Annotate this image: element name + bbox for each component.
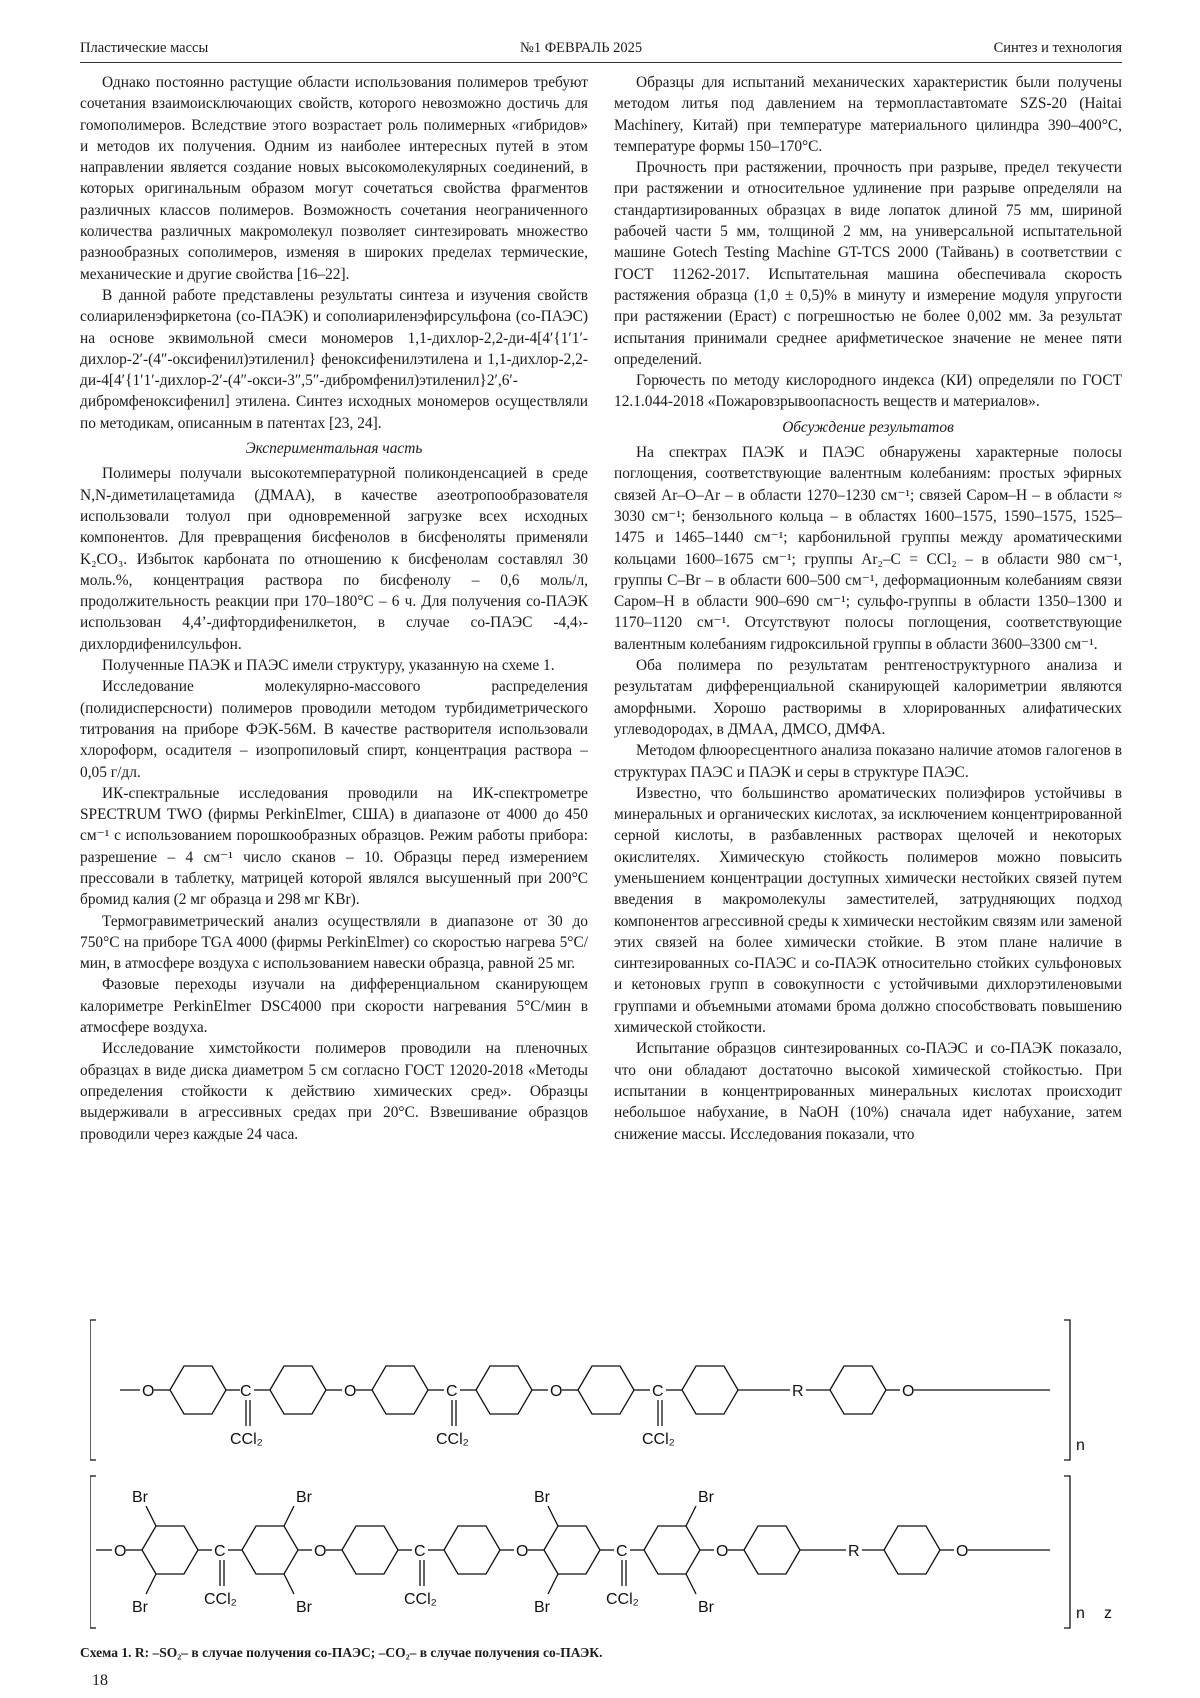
atom-label: R: [792, 1383, 804, 1400]
atom-label: Br: [534, 1599, 550, 1616]
group-label: CCl₂: [230, 1431, 263, 1448]
atom-label: O: [516, 1543, 529, 1560]
paragraph: Исследование химстойкости полимеров проводили на пленочных образцах в виде диска диаметром 5 см согласно ГОСТ 12020-2018 «Методы определения стойкости к действию химических сред». Образцы выдерживали в агрессивных средах при 20°С. Взвешивание образцов проводили через каждые 24 часа.: [80, 1040, 588, 1143]
paragraph: Испытание образцов синтезированных со-ПАЭС и со-ПАЭК показало, что они обладают достаточно высокой химической стойкостью. При испытании в концентрированных минеральных кислотах происходит небольшое набухание, в NaOH (10%) сначала идет набухание, затем снижение массы. Исследования показали, что: [614, 1040, 1122, 1143]
atom-label: C: [652, 1383, 664, 1400]
atom-label: O: [956, 1543, 969, 1560]
repeat-index: n: [1076, 1605, 1085, 1622]
atom-label: O: [902, 1383, 915, 1400]
atom-label: O: [550, 1383, 563, 1400]
atom-label: Br: [698, 1599, 714, 1616]
atom-label: O: [142, 1383, 155, 1400]
chain-row-2: [96, 1489, 1112, 1622]
atom-label: R: [848, 1543, 860, 1560]
atom-label: C: [446, 1383, 458, 1400]
group-label: CCl₂: [204, 1591, 237, 1608]
paragraph: На спектрах ПАЭК и ПАЭС обнаружены характерные полосы поглощения, соответствующие валентным колебаниям: простых эфирных связей Ar–O–Ar – в области 1270–1230 см⁻¹; связей Caром–H – в области ≈ 3030 см⁻¹; бензольного кольца – в областях 1600–1575, 1590–1575, 1525–1475 и 1465–1440 см⁻¹; карбонильной группы между ароматическими кольцами 1600–1675 см⁻¹; группы Ar₂–C = CCl₂ – в области 980 см⁻¹, группы C–Br – в области 600–500 см⁻¹, деформационным колебаниям связи Caром–H в области 900–690 см⁻¹; сульфо-группы в области 1350–1300 и 1170–1120 см⁻¹. Отсутствуют полосы поглощения, соответствующие валентным колебаниям гидроксильной группы в области 3600–3300 см⁻¹.: [614, 444, 1122, 653]
running-header: [80, 40, 1122, 63]
atom-label: O: [716, 1543, 729, 1560]
group-label: CCl₂: [642, 1431, 675, 1448]
left-column: [80, 72, 588, 1145]
page-number: 18: [92, 1672, 108, 1689]
atom-label: O: [314, 1543, 327, 1560]
atom-label: Br: [534, 1489, 550, 1506]
paragraph: Исследование молекулярно-массового распределения (полидисперсности) полимеров проводили методом турбидиметрического титрования на приборе ФЭК-56М. В качестве растворителя использовали хлороформ, осадителя – изопропиловый спирт, концентрация раствора – 0,05 г/дл.: [80, 678, 588, 781]
atom-label: C: [214, 1543, 226, 1560]
atom-label: Br: [296, 1489, 312, 1506]
right-column: [614, 72, 1122, 1145]
paragraph: В данной работе представлены результаты синтеза и изучения свойств солиариленэфиркетона (со-ПАЭК) и сополиариленэфирсульфона (со-ПАЭС) на основе эквимольной смеси мономеров 1,1-дихлор-2,2-ди-4[4′{1′1′-дихлор-2′-(4″-оксифенил)этиленил} феноксифенилэтилена и 1,1-дихлор-2,2-ди-4[4′{1′1′-дихлор-2′-(4″-окси-3″,5″-дибромфенил)этиленил}2′,6′-дибромфеноксифенил] этилена. Синтез исходных мономеров осуществляли по методикам, описанным в патентах [23, 24].: [80, 286, 588, 432]
paragraph: Фазовые переходы изучали на дифференциальном сканирующем калориметре PerkinElmer DSC4000 при скорости нагревания 5°С/мин в атмосфере воздуха.: [80, 976, 588, 1037]
atom-label: C: [414, 1543, 426, 1560]
issue-label: №1 ФЕВРАЛЬ 2025: [520, 40, 643, 56]
group-label: CCl₂: [436, 1431, 469, 1448]
paragraph: Полученные ПАЭК и ПАЭС имели структуру, указанную на схеме 1.: [102, 657, 555, 675]
paragraph: Образцы для испытаний механических характеристик были получены методом литья под давлением на термопластавтомате SZS-20 (Haitai Machinery, Китай) при температуре материального цилиндра 390–400°С, температуре формы 150–170°С.: [614, 74, 1122, 155]
atom-label: Br: [132, 1599, 148, 1616]
paragraph: Термогравиметрический анализ осуществляли в диапазоне от 30 до 750°С на приборе TGA 4000 (фирмы PerkinElmer) со скоростью нагрева 5°С/мин, в атмосфере воздуха с использованием навески образца, равной 25 мг.: [80, 912, 588, 973]
paragraph: Известно, что большинство ароматических полиэфиров устойчивы в минеральных и органических кислотах, за исключением концентрированной серной кислоты, в разбавленных растворах щелочей и некоторых окислителях. Химическую стойкость полимеров можно повысить уменьшением концентрации доступных химически нестойких связей путем введения в макромолекулы заместителей, затрудняющих подход компонентов агрессивной среды к химически нестойким связям или заменой этих связей на более химически стойкие. В этом плане наличие в синтезированных со-ПАЭС и со-ПАЭК относительно стойких сульфоновых и кетоновых групп в совокупности с устойчивыми дихлорэтиленовыми группами и объемными атомами брома должно способствовать повышению химической стойкости.: [614, 784, 1122, 1037]
chemical-scheme: [90, 1300, 1130, 1630]
atom-label: Br: [132, 1489, 148, 1506]
paragraph: Однако постоянно растущие области использования полимеров требуют сочетания взаимоисключающих свойств, которого невозможно достичь для гомополимеров. Вследствие этого возрастает роль полимерных «гибридов» и методов их получения. Одним из наиболее интересных путей в этом направлении является создание новых высокомолекулярных соединений, в которых оригинальным образом могут сочетаться свойства фрагментов различных классов полимеров. Возможность сочетания неограниченного количества различных макромолекул позволяет синтезировать множество разнообразных сополимеров, изменяя в широких пределах термические, механические и другие свойства [16–22].: [80, 74, 588, 283]
paragraph: Горючесть по методу кислородного индекса (КИ) определяли по ГОСТ 12.1.044-2018 «Пожаровзрывоопасность веществ и материалов».: [614, 372, 1122, 411]
repeat-index: z: [1104, 1605, 1112, 1622]
atom-label: C: [616, 1543, 628, 1560]
group-label: CCl₂: [606, 1591, 639, 1608]
atom-label: O: [114, 1543, 127, 1560]
repeat-index: n: [1076, 1437, 1085, 1454]
paragraph: Методом флюоресцентного анализа показано наличие атомов галогенов в структурах ПАЭС и ПАЭК и серы в структуре ПАЭС.: [614, 742, 1122, 781]
chain-row-1: [120, 1366, 1085, 1454]
paragraph: Прочность при растяжении, прочность при разрыве, предел текучести при растяжении и относительное удлинение при разрыве определяли на стандартизированных образцах в виде лопаток длиной 75 мм, шириной рабочей части 5 мм, толщиной 2 мм, на универсальной испытательной машине Gotech Testing Machine GT-TCS 2000 (Тайвань) в соответствии с ГОСТ 11262-2017. Испытательная машина обеспечивала скорость растяжения образца (1,0 ± 0,5)% в минуту и измерение модуля упругости при растяжении (Eраст) с погрешностью не более 0,002 мм. За результат испытания принимали среднее арифметическое значение не менее пяти определений.: [614, 159, 1122, 368]
atom-label: O: [344, 1383, 357, 1400]
scheme-caption: Схема 1. R: –SO₂– в случае получения со-ПАЭС; –CO₂– в случае получения со-ПАЭК.: [80, 1645, 603, 1660]
paragraph: Полимеры получали высокотемпературной поликонденсацией в среде N,N-диметилацетамида (ДМАА), в качестве азеотропообразователя использовали толуол при одновременной загрузке всех исходных компонентов. Для превращения бисфенолов в бисфеноляты применяли K₂CO₃. Избыток карбоната по отношению к бисфенолам составлял 30 моль.%, концентрация раствора по бисфенолу – 0,6 моль/л, продолжительность реакции при 170–180°С – 6 ч. Для получения со-ПАЭК использован 4,4’-дифтордифенилкетон, в случае со-ПАЭС -4,4›-дихлордифенилсульфон.: [80, 465, 588, 653]
section-heading: Обсуждение результатов: [782, 418, 954, 436]
group-label: CCl₂: [404, 1591, 437, 1608]
journal-name: Пластические массы: [80, 40, 209, 56]
paragraph: ИК-спектральные исследования проводили на ИК-спектрометре SPECTRUM TWO (фирмы PerkinElmer, США) в диапазоне от 4000 до 450 см⁻¹ с использованием порошкообразных образцов. Режим работы прибора: разрешение – 4 см⁻¹ число сканов – 10. Образцы перед измерением прессовали в таблетку, матрицей которой являлся высушенный при 200°С бромид калия (2 мг образца и 298 мг KBr).: [80, 784, 588, 909]
atom-label: C: [240, 1383, 252, 1400]
section-heading: Экспериментальная часть: [245, 440, 423, 458]
atom-label: Br: [296, 1599, 312, 1616]
atom-label: Br: [698, 1489, 714, 1506]
paragraph: Оба полимера по результатам рентгеноструктурного анализа и результатам дифференциальной сканирующей калориметрии являются аморфными. Хорошо растворимы в хлорированных алифатических углеводородах, в ДМАА, ДМСО, ДМФА.: [614, 657, 1122, 738]
section-label: Синтез и технология: [993, 40, 1122, 56]
